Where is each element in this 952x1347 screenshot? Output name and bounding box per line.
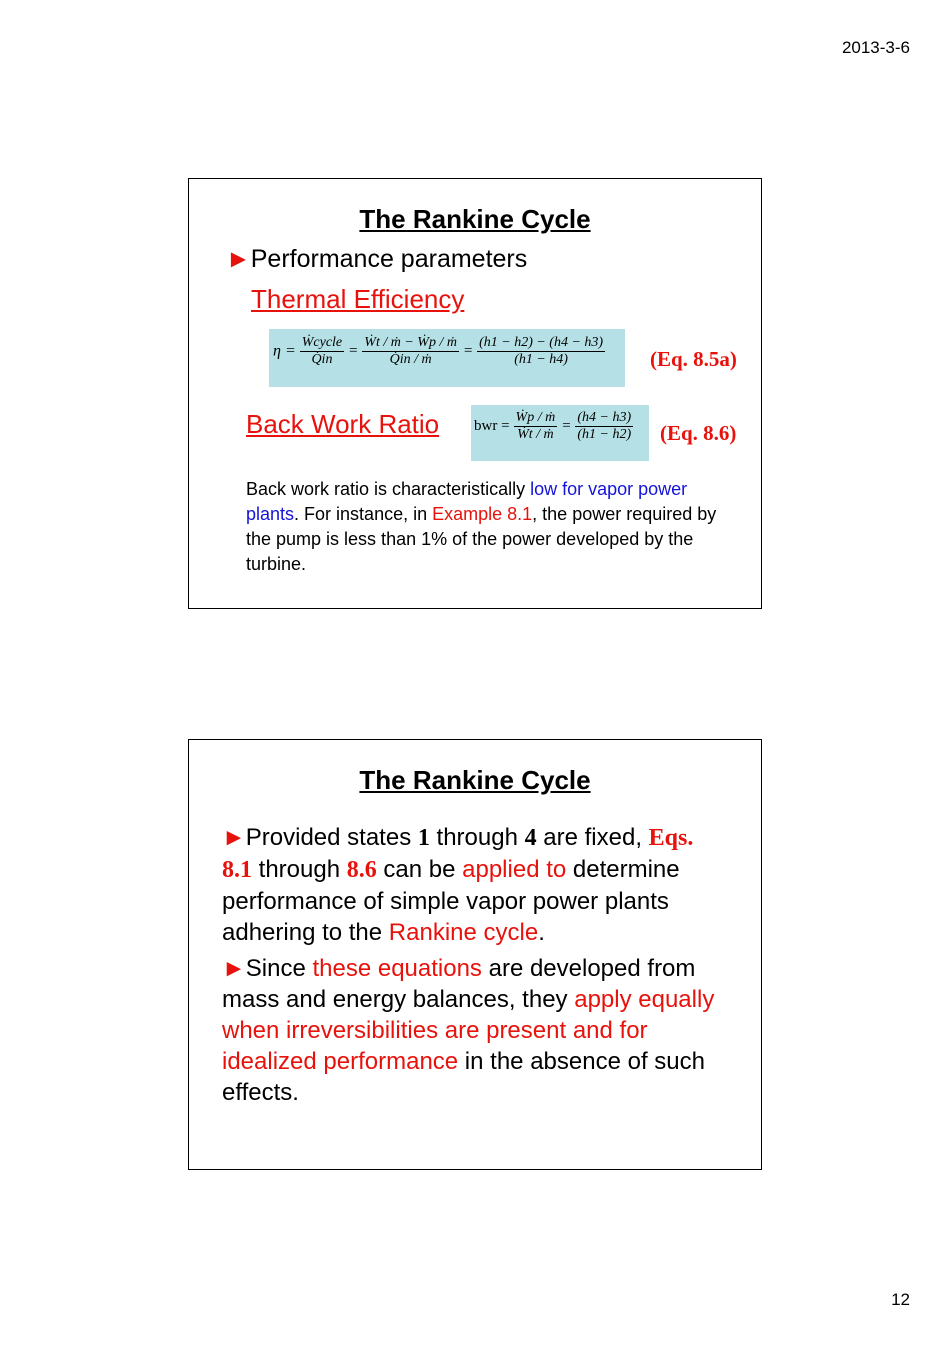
slide-title: The Rankine Cycle bbox=[359, 765, 591, 795]
eq-lhs: η = bbox=[273, 342, 296, 360]
bwr-fraction-2: $\frac{(h4 - h3)}{(h1 - h2)}$ bbox=[577, 410, 632, 442]
paragraph-provided-states: ►Provided states 1 through 4 are fixed, Eqs. 8.1 through 8.6 can be applied to determine performance of simple vapor power plants adhering to the Rankine cycle. bbox=[222, 824, 694, 946]
slide-title: The Rankine Cycle bbox=[359, 204, 591, 234]
bullet-arrow-icon: ► bbox=[222, 824, 246, 851]
eq-label-8-6: (Eq. 8.6) bbox=[660, 421, 737, 445]
bullet-arrow-icon: ► bbox=[222, 955, 246, 982]
back-work-ratio-heading: Back Work Ratio bbox=[246, 409, 440, 439]
back-work-ratio-row bbox=[189, 405, 761, 465]
thermal-efficiency-equation: η = $\frac{\text{Ẇcycle}}{Q̇in}$ = $\frac{\text{Ẇt / ṁ − Ẇp / ṁ}}{\text{Q̇in / ṁ}}$ = $\frac{(h1 - h2) - (h4 - h3)}{(h1 - h4)}$ bbox=[269, 329, 625, 387]
slide-body bbox=[222, 822, 721, 1108]
thermal-efficiency-heading: Thermal Efficiency bbox=[251, 284, 465, 314]
slide-rankine-application bbox=[188, 739, 762, 1170]
eq-fraction-3: $\frac{(h1 - h2) - (h4 - h3)}{(h1 - h4)}$ bbox=[479, 335, 604, 367]
slide-performance-parameters bbox=[188, 178, 762, 609]
date-header: 2013-3-6 bbox=[841, 38, 910, 57]
page-number: 12 bbox=[891, 1290, 910, 1309]
bullet-text: Performance parameters bbox=[250, 245, 528, 273]
eq-fraction-1: $\frac{\text{Ẇcycle}}{Q̇in}$ bbox=[301, 335, 343, 367]
eq-label-8-5a: (Eq. 8.5a) bbox=[650, 347, 737, 371]
bwr-fraction-1: $\frac{\text{Ẇp / ṁ}}{\text{Ẇt / ṁ}}$ bbox=[515, 410, 556, 442]
thermal-efficiency-equation-row bbox=[189, 329, 761, 391]
bullet-performance-parameters bbox=[226, 245, 761, 274]
eq-fraction-2: $\frac{\text{Ẇt / ṁ − Ẇp / ṁ}}{\text{Q̇in / ṁ}}$ bbox=[364, 335, 457, 367]
paragraph-since-equations: ►Since these equations are developed from mass and energy balances, they apply equally when irreversibilities are present and for idealized performance in the absence of such effects. bbox=[222, 955, 715, 1106]
back-work-ratio-paragraph: Back work ratio is characteristically low for vapor power plants. For instance, in Example 8.1, the power required by the pump is less than 1% of the power developed by the turbine. bbox=[246, 479, 717, 574]
back-work-ratio-equation: bwr = $\frac{\text{Ẇp / ṁ}}{\text{Ẇt / ṁ}}$ = $\frac{(h4 - h3)}{(h1 - h2)}$ bbox=[471, 405, 649, 461]
bwr-lhs: bwr = bbox=[474, 418, 510, 434]
bullet-arrow-icon: ► bbox=[226, 245, 251, 273]
